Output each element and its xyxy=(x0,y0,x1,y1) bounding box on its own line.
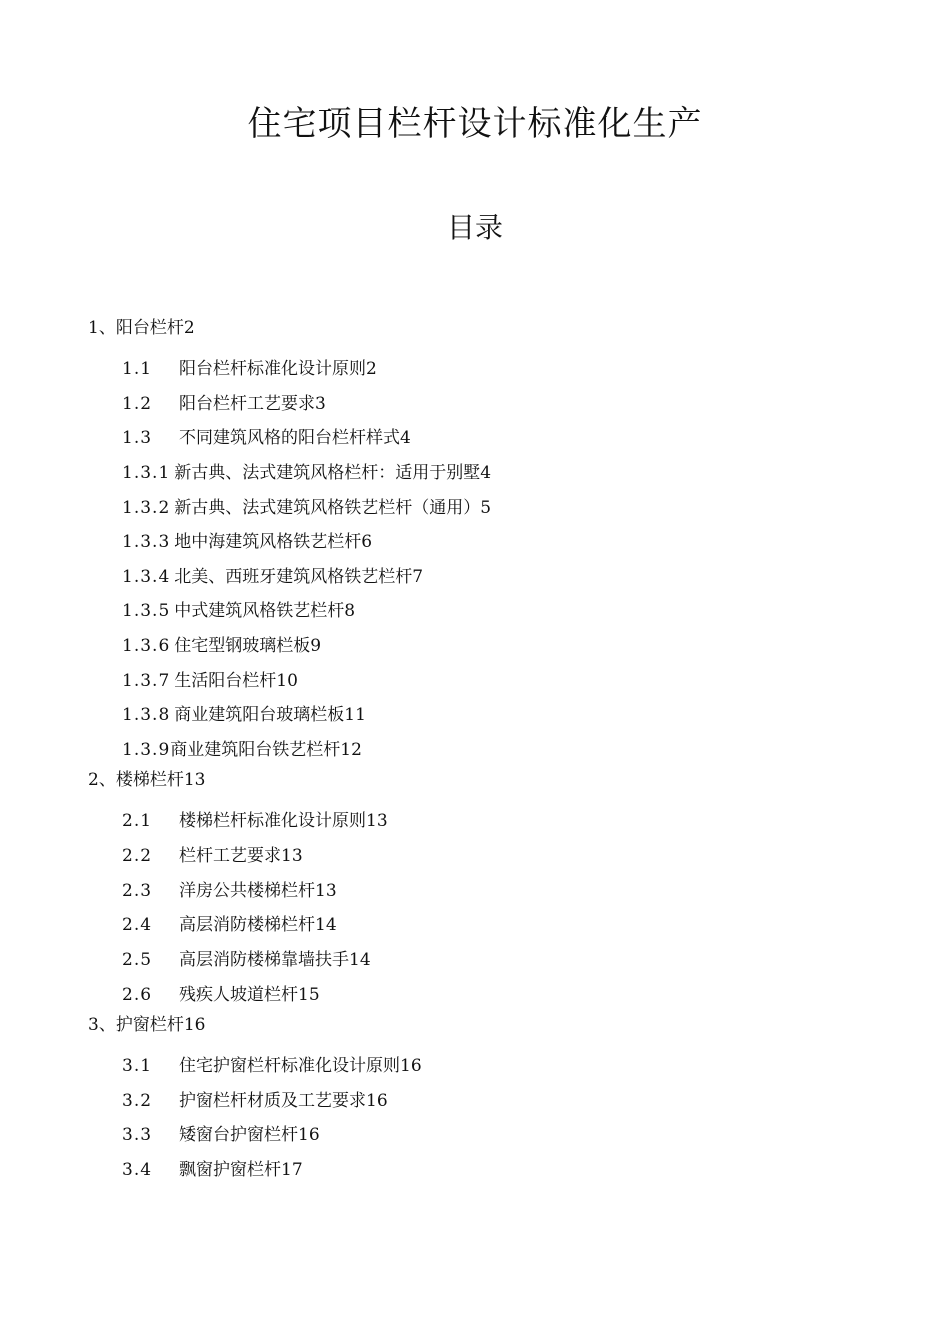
toc-number: 2 xyxy=(88,770,99,790)
toc-text: 高层消防楼梯栏杆 xyxy=(179,915,315,935)
toc-entry-1-1[interactable] xyxy=(122,357,377,381)
toc-text: 北美、西班牙建筑风格铁艺栏杆 xyxy=(174,567,413,587)
toc-text: 阳台栏杆工艺要求 xyxy=(179,394,315,414)
toc-entry-2-1[interactable] xyxy=(122,809,388,833)
toc-number: 1.3 xyxy=(122,428,153,448)
toc-page: 5 xyxy=(480,498,492,518)
toc-entry-1-2[interactable] xyxy=(122,392,326,416)
toc-text: 中式建筑风格铁艺栏杆 xyxy=(174,601,345,621)
toc-separator: 、 xyxy=(98,770,116,790)
toc-number: 1.3.5 xyxy=(122,601,171,621)
toc-page: 2 xyxy=(366,359,377,379)
toc-entry-2-3[interactable] xyxy=(122,879,337,903)
toc-entry-1-3[interactable] xyxy=(122,426,411,450)
toc-entry-3-4[interactable] xyxy=(122,1158,303,1182)
toc-page: 11 xyxy=(344,705,366,725)
toc-page: 10 xyxy=(276,671,298,691)
toc-number: 3.3 xyxy=(122,1125,153,1145)
toc-text: 商业建筑阳台铁艺栏杆 xyxy=(170,740,341,760)
toc-page: 13 xyxy=(281,846,303,866)
toc-text: 护窗栏杆 xyxy=(115,1015,184,1035)
toc-entry-1-3-8[interactable] xyxy=(122,703,366,727)
toc-text: 矮窗台护窗栏杆 xyxy=(179,1125,298,1145)
toc-number: 1.3.1 xyxy=(122,463,171,483)
toc-number: 1.2 xyxy=(122,394,153,414)
toc-entry-1-3-2[interactable] xyxy=(122,496,491,520)
toc-entry-1-3-4[interactable] xyxy=(122,565,423,589)
toc-entry-1-3-1[interactable] xyxy=(122,461,491,485)
toc-text: 残疾人坡道栏杆 xyxy=(179,985,298,1005)
toc-number: 1.3.7 xyxy=(122,671,171,691)
toc-text: 栏杆工艺要求 xyxy=(179,846,281,866)
toc-page: 16 xyxy=(183,1015,206,1035)
toc-page: 14 xyxy=(349,950,371,970)
toc-text: 楼梯栏杆标准化设计原则 xyxy=(179,811,366,831)
toc-page: 13 xyxy=(183,770,206,790)
toc-text: 飘窗护窗栏杆 xyxy=(179,1160,281,1180)
toc-text: 洋房公共楼梯栏杆 xyxy=(179,881,315,901)
toc-page: 2 xyxy=(183,318,195,338)
toc-page: 12 xyxy=(340,740,362,760)
toc-separator: 、 xyxy=(98,1015,116,1035)
toc-number: 1.3.6 xyxy=(122,636,171,656)
toc-number: 1.3.4 xyxy=(122,567,171,587)
toc-number: 1 xyxy=(88,318,99,338)
toc-page: 7 xyxy=(412,567,424,587)
toc-text: 护窗栏杆材质及工艺要求 xyxy=(179,1091,366,1111)
toc-page: 14 xyxy=(315,915,337,935)
toc-page: 17 xyxy=(281,1160,303,1180)
toc-page: 16 xyxy=(298,1125,320,1145)
toc-number: 2.5 xyxy=(122,950,153,970)
toc-text: 住宅型钢玻璃栏板 xyxy=(174,636,311,656)
toc-page: 16 xyxy=(400,1056,422,1076)
toc-number: 1.3.3 xyxy=(122,532,171,552)
toc-page: 15 xyxy=(298,985,320,1005)
toc-text: 楼梯栏杆 xyxy=(115,770,184,790)
toc-text: 新古典、法式建筑风格栏杆：适用于别墅 xyxy=(174,463,481,483)
toc-text: 地中海建筑风格铁艺栏杆 xyxy=(174,532,362,552)
toc-page: 6 xyxy=(361,532,373,552)
toc-page: 4 xyxy=(400,428,411,448)
toc-number: 1.3.2 xyxy=(122,498,171,518)
toc-entry-1[interactable] xyxy=(88,316,195,340)
toc-entry-3-3[interactable] xyxy=(122,1123,320,1147)
toc-number: 1.3.9 xyxy=(122,740,171,760)
toc-entry-3-2[interactable] xyxy=(122,1089,388,1113)
toc-entry-1-3-7[interactable] xyxy=(122,669,298,693)
toc-text: 生活阳台栏杆 xyxy=(174,671,277,691)
toc-number: 3.4 xyxy=(122,1160,153,1180)
toc-entry-3[interactable] xyxy=(88,1013,205,1037)
toc-number: 3.1 xyxy=(122,1056,153,1076)
toc-entry-1-3-5[interactable] xyxy=(122,599,355,623)
toc-text: 阳台栏杆标准化设计原则 xyxy=(179,359,366,379)
toc-text: 商业建筑阳台玻璃栏板 xyxy=(174,705,345,725)
toc-number: 2.2 xyxy=(122,846,153,866)
toc-number: 2.4 xyxy=(122,915,153,935)
toc-number: 1.3.8 xyxy=(122,705,171,725)
toc-entry-1-3-6[interactable] xyxy=(122,634,321,658)
toc-number: 3 xyxy=(88,1015,99,1035)
toc-entry-3-1[interactable] xyxy=(122,1054,422,1078)
toc-entry-2-4[interactable] xyxy=(122,913,337,937)
toc-entry-1-3-3[interactable] xyxy=(122,530,372,554)
toc-entry-2-2[interactable] xyxy=(122,844,303,868)
toc-text: 不同建筑风格的阳台栏杆样式 xyxy=(179,428,400,448)
toc-page: 16 xyxy=(366,1091,388,1111)
toc-entry-1-3-9[interactable] xyxy=(122,738,362,762)
toc-number: 3.2 xyxy=(122,1091,153,1111)
toc-page: 3 xyxy=(315,394,326,414)
toc-entry-2-5[interactable] xyxy=(122,948,371,972)
toc-text: 住宅护窗栏杆标准化设计原则 xyxy=(179,1056,400,1076)
toc-page: 4 xyxy=(480,463,492,483)
toc-entry-2[interactable] xyxy=(88,768,205,792)
toc-number: 2.1 xyxy=(122,811,153,831)
page-title: 住宅项目栏杆设计标准化生产 xyxy=(247,104,703,144)
toc-text: 高层消防楼梯靠墙扶手 xyxy=(179,950,349,970)
toc-heading: 目录 xyxy=(446,211,503,244)
toc-page: 8 xyxy=(344,601,356,621)
toc-page: 9 xyxy=(310,636,322,656)
toc-page: 13 xyxy=(315,881,337,901)
toc-entry-2-6[interactable] xyxy=(122,983,320,1007)
toc-number: 2.3 xyxy=(122,881,153,901)
toc-number: 1.1 xyxy=(122,359,153,379)
toc-text: 阳台栏杆 xyxy=(115,318,184,338)
toc-text: 新古典、法式建筑风格铁艺栏杆（通用） xyxy=(174,498,481,518)
toc-number: 2.6 xyxy=(122,985,153,1005)
toc-separator: 、 xyxy=(98,318,116,338)
toc-page: 13 xyxy=(366,811,388,831)
